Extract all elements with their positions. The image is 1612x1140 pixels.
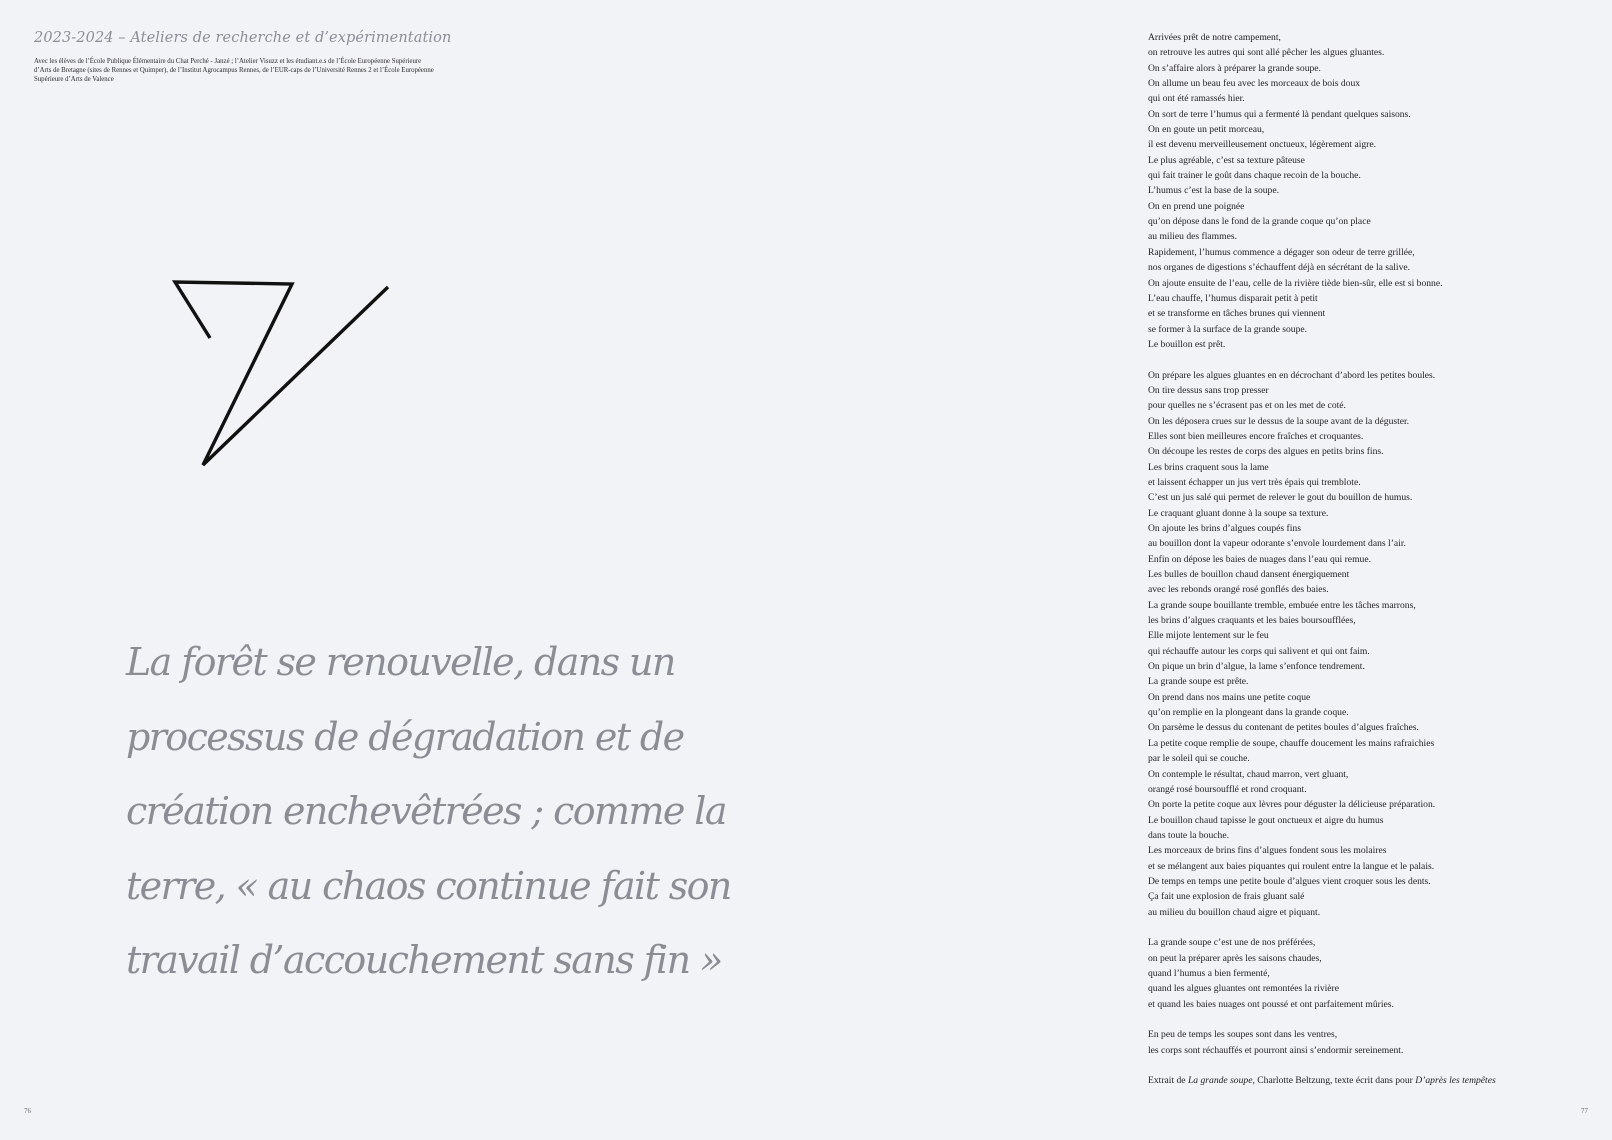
poem-line: on retrouve les autres qui sont allé pêcher les algues gluantes. — [1148, 47, 1385, 59]
pull-quote-line: La forêt se renouvelle, dans un — [126, 640, 675, 684]
poem-line: On sort de terre l’humus qui a fermenté là pendant quelques saisons. — [1148, 108, 1411, 120]
angular-zigzag-glyph-icon — [170, 280, 400, 470]
poem-line: Le plus agréable, c’est sa texture pâteuse — [1148, 154, 1305, 166]
poem-line: Le craquant gluant donne à la soupe sa texture. — [1148, 507, 1329, 519]
poem-line: quand les algues gluantes ont remontées la rivière — [1148, 983, 1340, 995]
poem-line: L’eau chauffe, l’humus disparait petit à petit — [1148, 292, 1318, 304]
poem-line: On contemple le résultat, chaud marron, vert gluant, — [1148, 768, 1349, 780]
excerpt-credit — [1148, 1073, 1588, 1088]
excerpt-credit-book-title: D’après les tempêtes — [1415, 1075, 1496, 1087]
poem-line: En peu de temps les soupes sont dans les ventres, — [1148, 1029, 1338, 1041]
poem-line: L’humus c’est la base de la soupe. — [1148, 185, 1279, 197]
poem-line: On les déposera crues sur le dessus de la soupe avant de la déguster. — [1148, 415, 1410, 427]
poem-line: On pique un brin d’algue, la lame s’enfonce tendrement. — [1148, 661, 1365, 673]
poem-line: les corps sont réchauffés et pourront ainsi s’endormir sereinement. — [1148, 1044, 1404, 1056]
poem-line: Enfin on dépose les baies de nuages dans l’eau qui remue. — [1148, 553, 1371, 565]
poem-line: au bouillon dont la vapeur odorante s’envole lourdement dans l’air. — [1148, 538, 1406, 550]
poem-stanza — [1148, 935, 1588, 1012]
poem-line: Les morceaux de brins fins d’algues fondent sous les molaires — [1148, 845, 1387, 857]
poem-text — [1148, 30, 1588, 1089]
excerpt-credit-prefix: Extrait de — [1148, 1075, 1188, 1087]
poem-line: Le bouillon est prêt. — [1148, 338, 1226, 350]
poem-line: La grande soupe est prête. — [1148, 676, 1249, 688]
poem-line: dans toute la bouche. — [1148, 829, 1229, 841]
page-number-left: 76 — [24, 1107, 31, 1115]
right-page — [806, 0, 1612, 1140]
poem-line: et quand les baies nuages ont poussé et ont parfaitement mûries. — [1148, 998, 1394, 1010]
pull-quote-line: terre, « au chaos continue fait son — [126, 863, 731, 908]
poem-line: Les brins craquent sous la lame — [1148, 461, 1269, 473]
poem-line: On tire dessus sans trop presser — [1148, 384, 1269, 396]
poem-line: On découpe les restes de corps des algues en petits brins fins. — [1148, 446, 1384, 458]
poem-line: il est devenu merveilleusement onctueux, légèrement aigre. — [1148, 139, 1377, 151]
poem-line: et se transforme en tâches brunes qui viennent — [1148, 308, 1326, 320]
poem-line: qui ont été ramassés hier. — [1148, 93, 1245, 105]
poem-line: On ajoute les brins d’algues coupés fins — [1148, 523, 1301, 534]
poem-line: On prépare les algues gluantes en en décrochant d’abord les petites boules. — [1148, 369, 1436, 381]
poem-line: On parsème le dessus du contenant de petites boules d’algues fraîches. — [1148, 722, 1419, 734]
pull-quote-line: création enchevêtrées ; comme la — [126, 789, 726, 833]
poem-line: orangé rosé boursoufflé et rond croquant. — [1148, 783, 1307, 795]
excerpt-credit-work-title: La grande soupe — [1187, 1075, 1253, 1087]
poem-line: On prend dans nos mains une petite coque — [1148, 691, 1311, 703]
poem-line: quand l’humus a bien fermenté, — [1148, 967, 1270, 979]
excerpt-credit-middle: , Charlotte Beltzung, texte écrit dans pour — [1252, 1075, 1416, 1087]
poem-line: La petite coque remplie de soupe, chauffe doucement les mains rafraichies — [1148, 737, 1435, 749]
poem-line: On en goute un petit morceau, — [1148, 124, 1265, 136]
poem-line: On en prend une poignée — [1148, 200, 1245, 212]
poem-stanza — [1148, 368, 1588, 920]
poem-line: Les bulles de bouillon chaud dansent énergiquement — [1148, 569, 1350, 581]
poem-line: pour quelles ne s’écrasent pas et on les met de coté. — [1148, 400, 1346, 412]
poem-line: se former à la surface de la grande soupe. — [1148, 323, 1308, 335]
pull-quote — [126, 625, 731, 998]
poem-line: on peut la préparer après les saisons chaudes, — [1148, 952, 1322, 964]
poem-line: On s’affaire alors à préparer la grande soupe. — [1148, 62, 1321, 74]
poem-line: par le soleil qui se couche. — [1148, 753, 1250, 765]
running-header-credits: Avec les élèves de l’École Publique Élémentaire du Chat Perché - Janzé ; l’Atelier Visuzz et les étudiant.e.s de l’École Européenne Supérieure d’Arts de Bretagne (sites de Rennes et Quimper), de l’Institut Agrocampus Rennes, de l’EUR-caps de l’Université Rennes 2 et l’École Européenne Supérieure d’Arts de Valence — [34, 58, 434, 84]
poem-stanza — [1148, 30, 1588, 352]
poem-line: La grande soupe bouillante tremble, embuée entre les tâches marrons, — [1148, 599, 1416, 611]
poem-line: Le bouillon chaud tapisse le gout onctueux et aigre du humus — [1148, 814, 1384, 826]
poem-line: avec les rebonds orangé rosé gonflés des baies. — [1148, 584, 1329, 596]
poem-line: La grande soupe c’est une de nos préférées, — [1148, 937, 1316, 949]
poem-line: Rapidement, l’humus commence a dégager son odeur de terre grillée, — [1148, 246, 1415, 258]
poem-line: On allume un beau feu avec les morceaux de bois doux — [1148, 78, 1361, 90]
poem-line: et laissent échapper un jus vert très épais qui tremblote. — [1148, 476, 1361, 488]
poem-line: On ajoute ensuite de l’eau, celle de la rivière tiède bien-sûr, elle est si bonne. — [1148, 277, 1443, 289]
poem-line: C’est un jus salé qui permet de relever le gout du bouillon de humus. — [1148, 492, 1413, 504]
poem-line: On porte la petite coque aux lèvres pour déguster la délicieuse préparation. — [1148, 799, 1436, 811]
poem-line: Elle mijote lentement sur le feu — [1148, 630, 1269, 642]
poem-line: De temps en temps une petite boule d’algues vient croquer sous les dents. — [1148, 875, 1431, 887]
pull-quote-line: travail d’accouchement sans fin » — [126, 938, 722, 982]
poem-line: au milieu du bouillon chaud aigre et piquant. — [1148, 906, 1321, 918]
poem-line: au milieu des flammes. — [1148, 231, 1237, 243]
poem-line: nos organes de digestions s’échauffent déjà en sécrétant de la salive. — [1148, 262, 1411, 274]
poem-line: qui fait trainer le goût dans chaque recoin de la bouche. — [1148, 170, 1361, 182]
poem-line: Arrivées prêt de notre campement, — [1148, 32, 1281, 43]
page-number-right: 77 — [1581, 1107, 1588, 1115]
poem-line: les brins d’algues craquants et les baies boursoufflées, — [1148, 615, 1356, 627]
poem-line: qu’on remplie en la plongeant dans la grande coque. — [1148, 707, 1349, 719]
poem-line: qui réchauffe autour les corps qui salivent et qui ont faim. — [1148, 645, 1370, 657]
poem-line: Ça fait une explosion de frais gluant salé — [1148, 891, 1305, 903]
poem-line: Elles sont bien meilleures encore fraîches et croquantes. — [1148, 430, 1364, 442]
poem-stanza — [1148, 1027, 1588, 1058]
poem-line: qu’on dépose dans le fond de la grande coque qu’on place — [1148, 216, 1371, 228]
pull-quote-line: processus de dégradation et de — [126, 714, 684, 759]
poem-line: et se mélangent aux baies piquantes qui roulent entre la langue et le palais. — [1148, 860, 1435, 872]
running-header-title: 2023-2024 – Ateliers de recherche et d’expérimentation — [34, 30, 452, 46]
